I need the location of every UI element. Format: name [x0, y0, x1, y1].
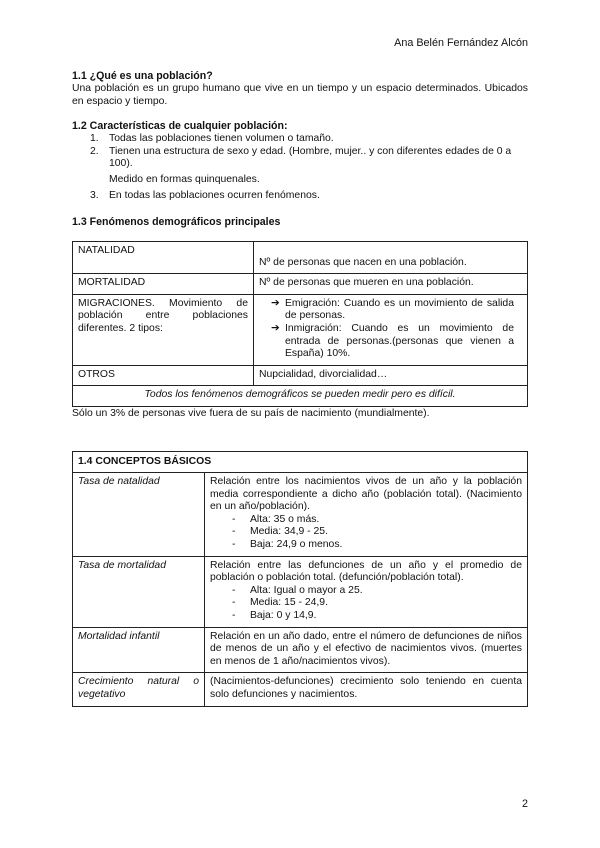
table-row — [73, 627, 528, 673]
list-item-text: Inmigración: Cuando es un movimiento de entrada de personas.(personas que vienen a España) 10%. — [285, 322, 514, 360]
table-row — [73, 294, 528, 365]
characteristics-note: Medido en formas quinquenales. — [109, 173, 260, 185]
table-cell-desc: Nº de personas que mueren en una población. — [254, 274, 528, 295]
table-row — [73, 242, 528, 274]
table-cell-term: Tasa de mortalidad — [73, 556, 205, 627]
table-cell-desc — [205, 556, 528, 627]
table-row — [73, 473, 528, 557]
dash-icon: - — [232, 610, 236, 622]
page-number: 2 — [521, 798, 528, 810]
list-item-text: Todas las poblaciones tienen volumen o tamaño. — [109, 133, 334, 145]
list-number: 1. — [90, 133, 99, 145]
table-cell-term: NATALIDAD — [73, 242, 254, 274]
rate-levels-list — [210, 514, 522, 552]
section-3-heading: 1.3 Fenómenos demográficos principales — [72, 216, 281, 229]
list-item-text: Alta: 35 o más. — [250, 513, 320, 525]
table-cell-desc: (Nacimientos-defunciones) crecimiento solo teniendo en cuenta solo defunciones y nacimientos. — [205, 673, 528, 706]
section-1-text: Una población es un grupo humano que vive en un tiempo y un espacio determinados. Ubicados en espacio y tiempo. — [72, 83, 528, 107]
header-author: Ana Belén Fernández Alcón — [394, 37, 528, 49]
list-item-text: Alta: Igual o mayor a 25. — [250, 584, 363, 596]
concepts-table — [72, 451, 528, 707]
table-cell-term: MORTALIDAD — [73, 274, 254, 295]
list-item — [259, 323, 522, 361]
list-item-text: En todas las poblaciones ocurren fenómenos. — [109, 189, 320, 201]
table-cell-desc — [254, 294, 528, 365]
section-1-heading: 1.1 ¿Qué es una población? — [72, 70, 213, 82]
migration-note: Sólo un 3% de personas vive fuera de su país de nacimiento (mundialmente). — [72, 407, 430, 419]
list-item — [72, 133, 528, 146]
concepts-title: 1.4 CONCEPTOS BÁSICOS — [73, 451, 528, 473]
table-cell-desc — [205, 473, 528, 557]
characteristics-list-continued — [72, 190, 528, 203]
list-item — [210, 526, 522, 539]
rate-levels-list — [210, 585, 522, 623]
list-item — [72, 190, 528, 203]
table-row — [73, 386, 528, 407]
table-row — [73, 673, 528, 706]
dash-icon: - — [232, 584, 236, 596]
list-item-text: Tienen una estructura de sexo y edad. (Hombre, mujer.. y con diferentes edades de 0 a 100). — [109, 145, 512, 170]
table-footer-note: Todos los fenómenos demográficos se pueden medir pero es difícil. — [73, 386, 528, 407]
table-cell-term: Tasa de natalidad — [73, 473, 205, 557]
list-item — [210, 597, 522, 610]
concept-description: Relación entre los nacimientos vivos de un año y la población media correspondiente a dicho año (población total). (Nacimiento en un año/población). — [210, 476, 522, 513]
concept-description: Relación entre las defunciones de un año y el promedio de población o población total. (defunción/población total). — [210, 559, 522, 584]
list-item-text: Media: 15 - 24,9. — [250, 597, 328, 609]
table-header-row — [73, 451, 528, 473]
list-item — [210, 610, 522, 623]
list-item-text: Media: 34,9 - 25. — [250, 526, 328, 538]
phenomena-table — [72, 241, 528, 407]
section-2-heading: 1.2 Características de cualquier población: — [72, 120, 288, 133]
list-item — [210, 585, 522, 598]
dash-icon: - — [232, 539, 236, 551]
table-cell-desc: Nº de personas que nacen en una población. — [254, 242, 528, 274]
table-cell-term: OTROS — [73, 365, 254, 386]
table-cell-desc: Nupcialidad, divorcialidad… — [254, 365, 528, 386]
list-item-text: Emigración: Cuando es un movimiento de salida de personas. — [285, 297, 514, 322]
table-cell-term: MIGRACIONES. Movimiento de población entre poblaciones diferentes. 2 tipos: — [73, 294, 254, 365]
list-number: 2. — [90, 145, 99, 157]
list-number: 3. — [90, 189, 99, 201]
list-item — [259, 298, 522, 323]
table-row — [73, 365, 528, 386]
dash-icon: - — [232, 597, 236, 609]
migration-types-list — [259, 298, 522, 361]
list-item — [72, 146, 528, 171]
list-item — [210, 514, 522, 527]
dash-icon: - — [232, 513, 236, 525]
arrow-right-icon: ➔ — [271, 322, 280, 334]
table-cell-term: Mortalidad infantil — [73, 627, 205, 673]
table-cell-term: Crecimiento natural o vegetativo — [73, 673, 205, 706]
list-item-text: Baja: 24,9 o menos. — [250, 539, 343, 551]
list-item — [210, 539, 522, 552]
table-cell-desc: Relación en un año dado, entre el número de defunciones de niños de menos de un año y el efectivo de nacimientos vivos. (muertes en menos de 1 año/nacimientos vivos). — [205, 627, 528, 673]
list-item-text: Baja: 0 y 14,9. — [250, 610, 317, 622]
table-row — [73, 556, 528, 627]
page-content — [72, 70, 528, 707]
arrow-right-icon: ➔ — [271, 297, 280, 309]
characteristics-list — [72, 133, 528, 171]
table-row — [73, 274, 528, 295]
dash-icon: - — [232, 526, 236, 538]
